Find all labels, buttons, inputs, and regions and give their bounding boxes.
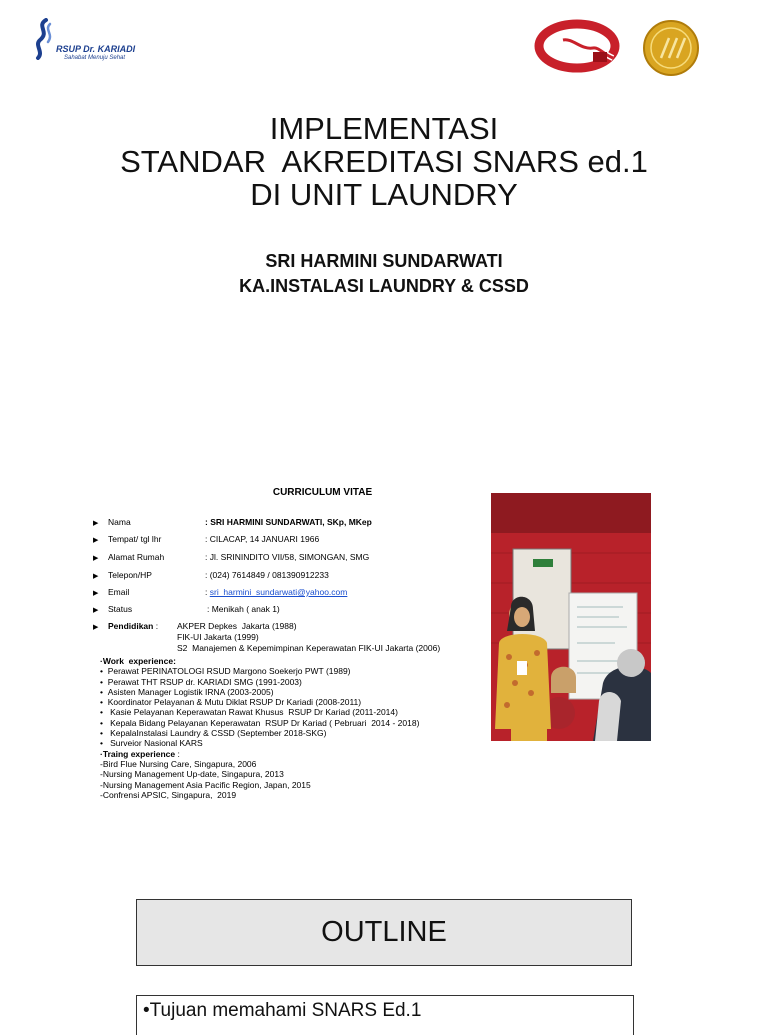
work-heading: · Work experience: <box>100 656 419 666</box>
rsup-brand-text: RSUP Dr. KARIADI <box>56 44 136 54</box>
cv-value <box>205 586 347 598</box>
training-heading-row <box>100 749 419 759</box>
cv-row-status <box>93 603 280 615</box>
education-list <box>177 621 440 654</box>
presenter-position: KA.INSTALASI LAUNDRY & CSSD <box>239 276 529 296</box>
cv-row-birth <box>93 533 320 545</box>
work-experience-list <box>100 656 419 800</box>
cv-row-phone <box>93 569 329 581</box>
training-item: -Bird Flue Nursing Care, Singapura, 2006 <box>100 758 257 769</box>
work-item: • Kasie Pelayanan Keperawatan Rawat Khusus RSUP Dr Kariad (2011-2014) <box>100 707 419 717</box>
cv-row-education <box>93 620 158 632</box>
presenter-photo <box>491 493 651 741</box>
outline-heading-box <box>136 899 632 966</box>
cv-label-suffix: : <box>153 621 159 631</box>
training-item: -Nursing Management Up-date, Singapura, 2013 <box>100 769 284 780</box>
cv-heading: CURRICULUM VITAE <box>272 487 373 498</box>
slide-title <box>0 112 768 211</box>
arrow-bullet-icon: ▶ <box>93 573 99 580</box>
training-item: -Confrensi APSIC, Singapura, 2019 <box>100 789 237 800</box>
work-item: • Kepala Bidang Pelayanan Keperawatan RSUP Dr Kariad ( Pebruari 2014 - 2018) <box>100 718 419 728</box>
outline-list-box <box>136 995 634 1035</box>
work-item: • Koordinator Pelayanan & Mutu Diklat RSUP Dr Kariadi (2008-2011) <box>100 697 419 707</box>
cv-value: : Menikah ( anak 1) <box>207 604 280 614</box>
training-heading: · Traing experience <box>100 749 175 759</box>
cv-value: : Jl. SRININDITO VII/58, SIMONGAN, SMG <box>205 552 370 562</box>
work-item: • Surveior Nasional KARS <box>100 738 419 748</box>
email-prefix: : <box>205 587 210 597</box>
rsup-tagline: Sahabat Menuju Sehat <box>64 55 126 61</box>
arrow-bullet-icon: ▶ <box>93 607 99 614</box>
cv-label: Email <box>108 587 130 597</box>
cv-label: Nama <box>108 517 131 527</box>
training-item: -Nursing Management Asia Pacific Region, Japan, 2015 <box>100 779 311 790</box>
education-item: FIK-UI Jakarta (1999) <box>177 632 259 642</box>
presenter-name: SRI HARMINI SUNDARWATI <box>265 251 503 271</box>
education-item: S2 Manajemen & Kepemimpinan Keperawatan FIK-UI Jakarta (2006) <box>177 643 441 653</box>
title-line-3: DI UNIT LAUNDRY <box>250 177 518 212</box>
arrow-bullet-icon: ▶ <box>93 537 99 544</box>
presenter-info <box>0 249 768 299</box>
training-heading-suffix: : <box>175 748 180 759</box>
cv-row-address <box>93 551 370 563</box>
cv-value: : CILACAP, 14 JANUARI 1966 <box>205 534 320 544</box>
cv-label: Tempat/ tgl lhr <box>108 534 162 544</box>
title-line-1: IMPLEMENTASI <box>269 111 499 146</box>
education-item: AKPER Depkes Jakarta (1988) <box>177 621 297 631</box>
arrow-bullet-icon: ▶ <box>93 555 99 562</box>
cv-row-email <box>93 586 348 598</box>
outline-heading: OUTLINE <box>321 916 447 948</box>
jci-gold-seal-icon <box>633 20 709 76</box>
cv-label: Status <box>108 604 133 614</box>
outline-item: • Tujuan memahami SNARS Ed.1 <box>143 1000 421 1021</box>
work-item: • Perawat PERINATOLOGI RSUD Margono Soekerjo PWT (1989) <box>100 666 419 676</box>
cv-label: Alamat Rumah <box>108 552 165 562</box>
cv-row-name <box>93 516 372 528</box>
cv-label: Pendidikan <box>108 621 154 631</box>
arrow-bullet-icon: ▶ <box>93 590 99 597</box>
cv-value: : SRI HARMINI SUNDARWATI, SKp, MKep <box>205 517 372 527</box>
email-link[interactable]: sri_harmini_sundarwati@yahoo.com <box>209 587 348 597</box>
arrow-bullet-icon: ▶ <box>93 520 99 527</box>
work-item: • Asisten Manager Logistik IRNA (2003-2005) <box>100 687 419 697</box>
cv-label: Telepon/HP <box>108 570 152 580</box>
rsup-kariadi-logo <box>30 18 145 66</box>
snars-q-icon <box>533 18 625 74</box>
cv-value: : (024) 7614849 / 081390912233 <box>205 570 329 580</box>
arrow-bullet-icon: ▶ <box>93 624 99 631</box>
title-line-2: STANDAR AKREDITASI SNARS ed.1 <box>120 144 648 179</box>
work-item: • KepalaInstalasi Laundry & CSSD (September 2018-SKG) <box>100 728 419 738</box>
work-item: • Perawat THT RSUP dr. KARIADI SMG (1991-2003) <box>100 677 419 687</box>
